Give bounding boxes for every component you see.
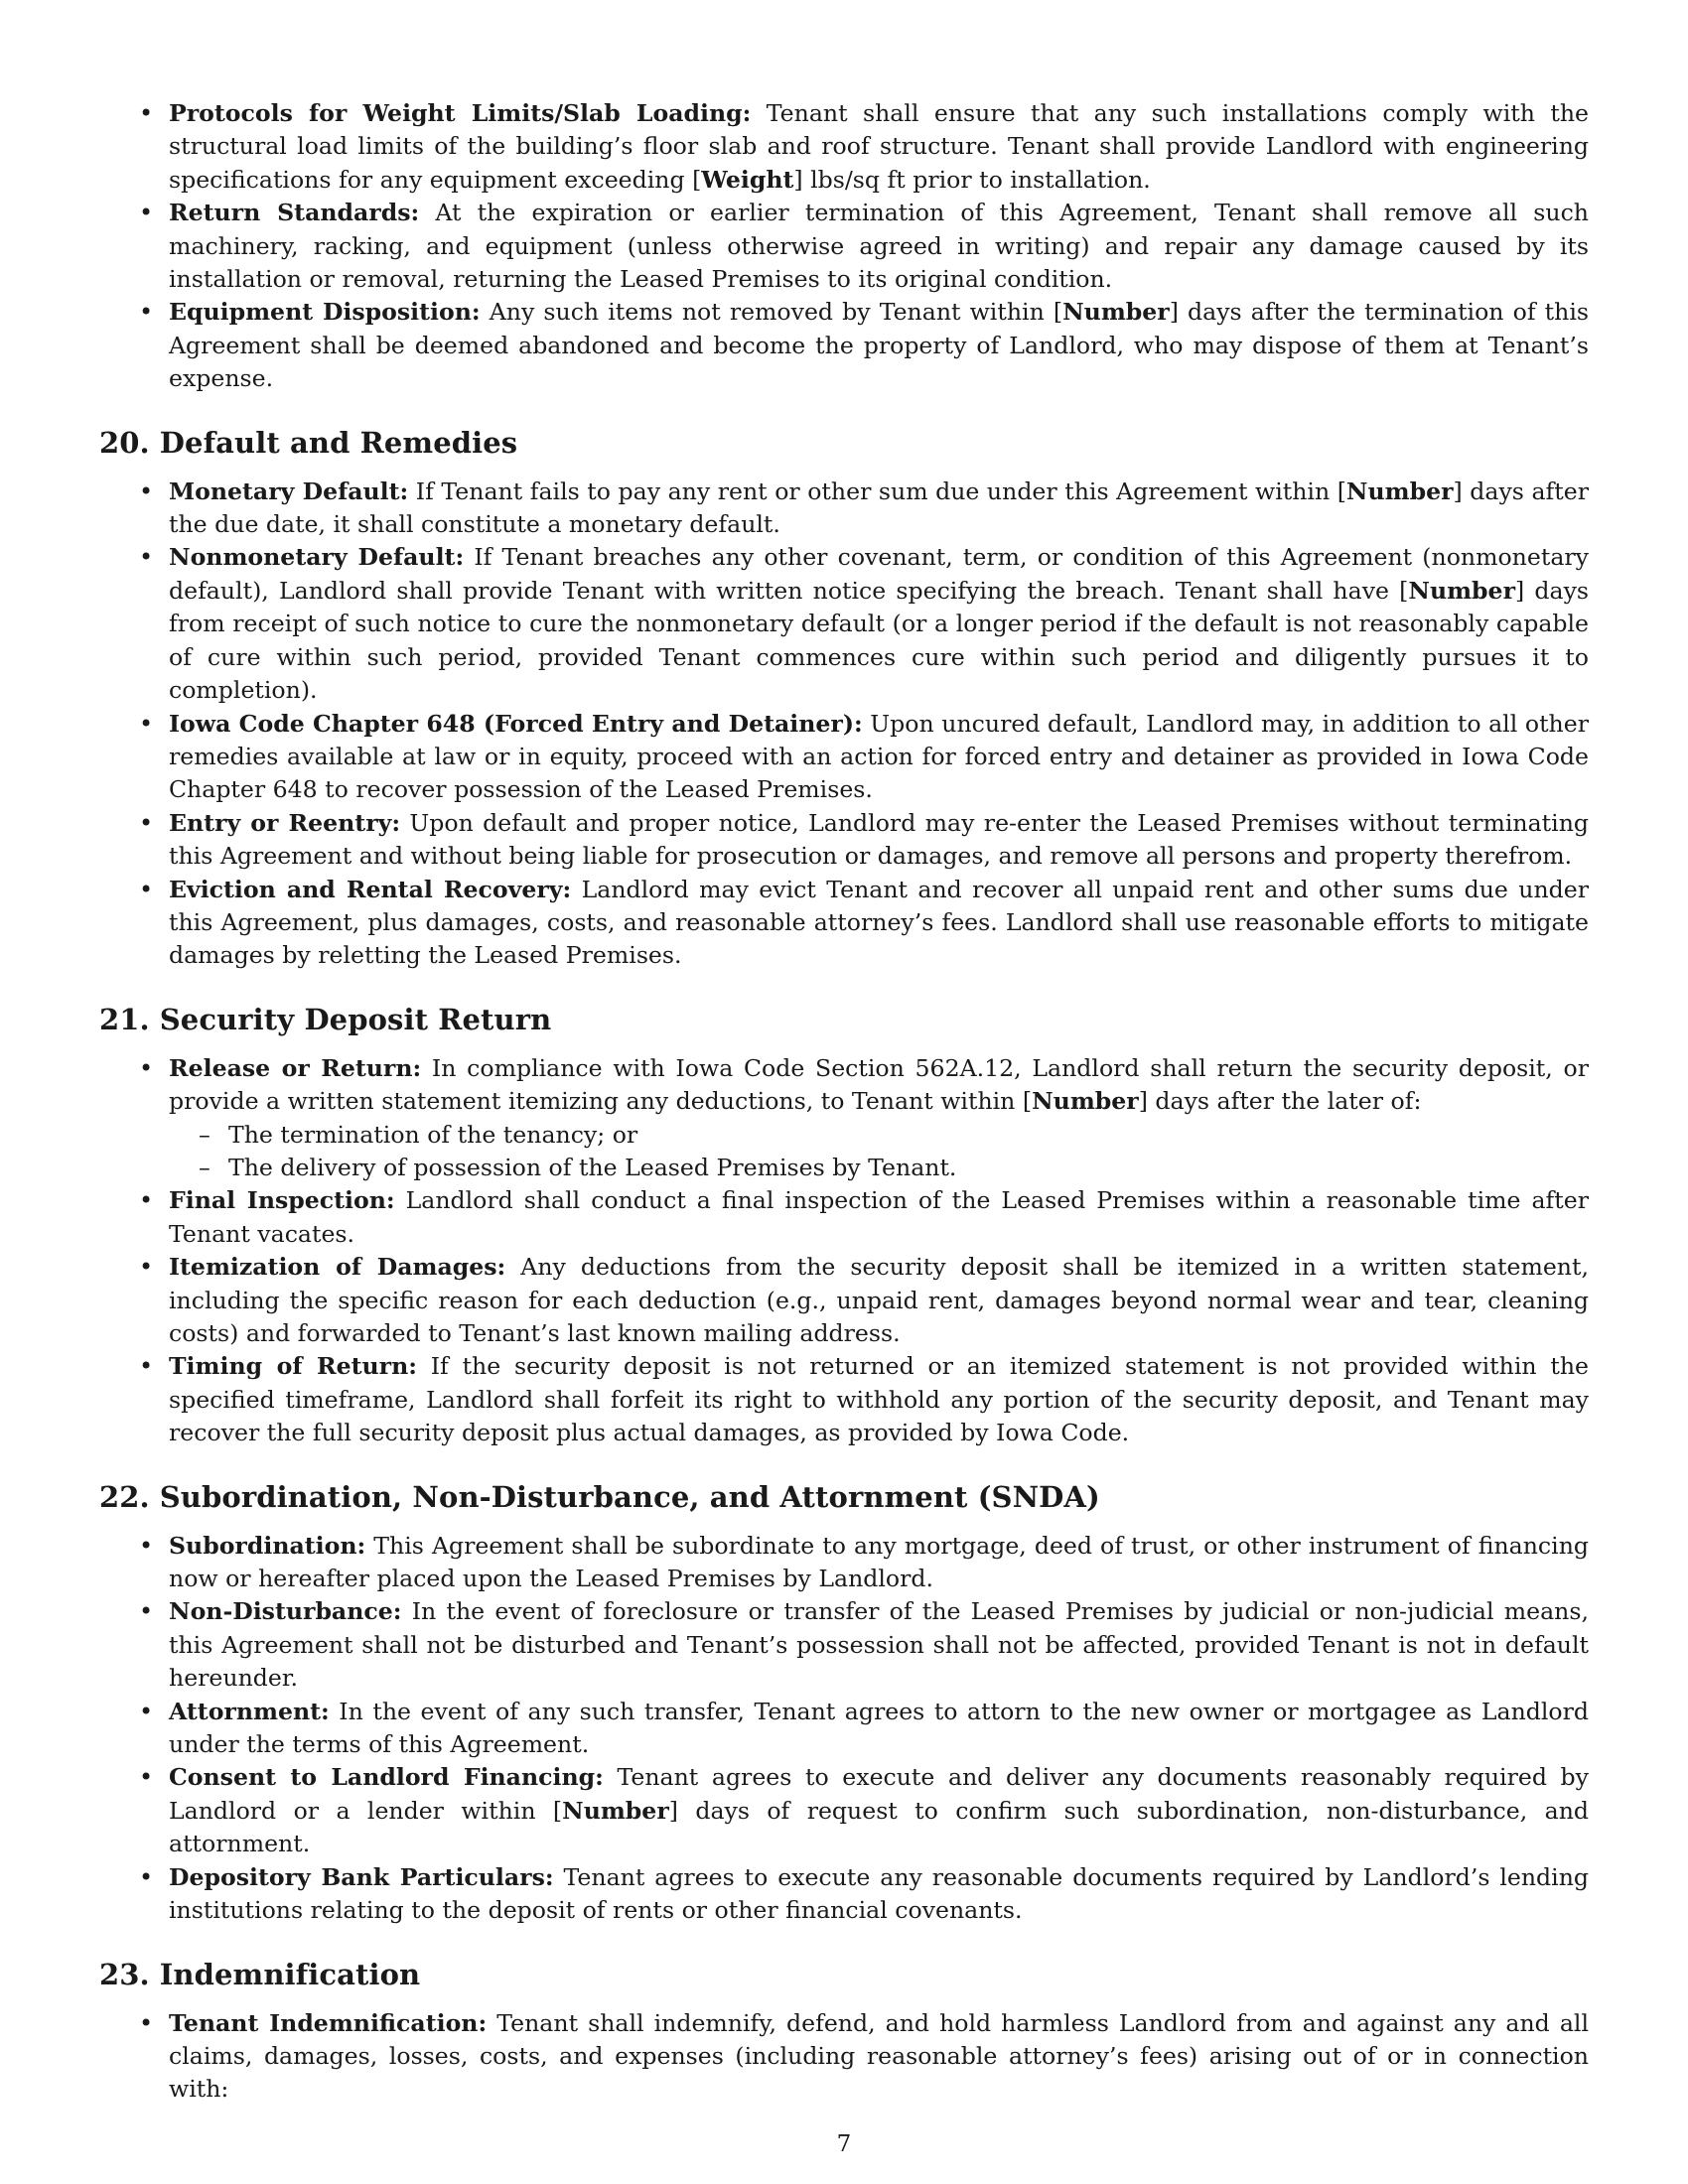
list-item (99, 1861, 1589, 1928)
list-item (99, 1350, 1589, 1449)
page-number: 7 (836, 2131, 852, 2157)
item-text: ] days of request to confirm such subordination, non-disturbance, and attornment. (169, 1796, 1589, 1858)
item-lead: Eviction and Rental Recovery: (169, 875, 572, 903)
list-item (99, 541, 1589, 707)
item-text: In the event of foreclosure or transfer of the Leased Premises by judicial or non-judicial means, this Agreement shall not be disturbed and Tenant’s possession shall not be affected, provided Tenant is not in default hereunder. (169, 1597, 1589, 1693)
section-number: 21. (99, 1002, 150, 1036)
item-text: Landlord may evict Tenant and recover all unpaid rent and other sums due under this Agreement, plus damages, costs, and reasonable attorney’s fees. Landlord shall use reasonable efforts to mitigate damages by reletting the Leased Premises. (169, 875, 1589, 970)
item-text: ] days after the due date, it shall constitute a monetary default. (169, 477, 1589, 539)
item-lead: Tenant Indemnification: (169, 2008, 488, 2037)
placeholder: Number (1062, 298, 1170, 327)
item-text: Tenant shall indemnify, defend, and hold harmless Landlord from and against any and all claims, damages, losses, costs, and expenses (including reasonable attorney’s fees) arising out of or in connection with: (169, 2008, 1589, 2104)
item-lead: Iowa Code Chapter 648 (Forced Entry and Detainer): (169, 709, 863, 738)
list-item (99, 1184, 1589, 1251)
list-item (99, 807, 1589, 874)
section-number: 22. (99, 1479, 150, 1514)
item-text: If Tenant fails to pay any rent or other sum due under this Agreement within [ (408, 477, 1346, 505)
placeholder: Number (1032, 1087, 1139, 1116)
item-lead: Monetary Default: (169, 477, 409, 505)
item-lead: Protocols for Weight Limits/Slab Loading: (169, 99, 752, 127)
section-number: 23. (99, 1957, 150, 1991)
item-text: Any such items not removed by Tenant within [ (480, 298, 1063, 327)
sub-list-item: – The termination of the tenancy; or (169, 1119, 1589, 1152)
item-lead: Equipment Disposition: (169, 298, 481, 327)
section-title: Security Deposit Return (159, 1002, 552, 1036)
list-item (99, 1251, 1589, 1350)
section-heading-22 (99, 1480, 1589, 1514)
item-text: ] lbs/sq ft prior to installation. (793, 165, 1151, 194)
placeholder: Number (1408, 576, 1515, 605)
item-text: Upon default and proper notice, Landlord may re-enter the Leased Premises without terminating this Agreement and without being liable for prosecution or damages, and remove all persons and property therefrom. (169, 808, 1589, 871)
placeholder: Number (562, 1796, 669, 1825)
list-item (99, 708, 1589, 807)
item-lead: Release or Return: (169, 1053, 422, 1082)
item-lead: Timing of Return: (169, 1352, 417, 1381)
placeholder: Number (1345, 477, 1454, 505)
item-lead: Nonmonetary Default: (169, 543, 465, 572)
item-text: ] days after the termination of this Agreement shall be deemed abandoned and become the property of Landlord, who may dispose of them at Tenant’s expense. (169, 298, 1589, 393)
list-item (99, 1052, 1589, 1185)
placeholder: Weight (701, 165, 794, 194)
item-text: Landlord shall conduct a final inspection of the Leased Premises within a reasonable time after Tenant vacates. (169, 1186, 1589, 1248)
item-lead: Final Inspection: (169, 1186, 395, 1215)
item-text: In the event of any such transfer, Tenant agrees to attorn to the new owner or mortgagee as Landlord under the terms of this Agreement. (169, 1697, 1589, 1759)
item-text: Tenant shall ensure that any such installations comply with the structural load limits of the building’s floor slab and roof structure. Tenant shall provide Landlord with engineering specifications for any equipment exceeding [ (169, 99, 1589, 194)
section-number: 20. (99, 425, 150, 460)
item-text: At the expiration or earlier termination of this Agreement, Tenant shall remove all such machinery, racking, and equipment (unless otherwise agreed in writing) and repair any damage caused by its installation or removal, returning the Leased Premises to its original condition. (169, 199, 1589, 294)
item-text: Tenant agrees to execute and deliver any documents reasonably required by Landlord or a lender within [ (169, 1763, 1589, 1825)
list-item (99, 1530, 1589, 1596)
section-title: Indemnification (159, 1957, 421, 1991)
list-item (99, 2007, 1589, 2107)
item-text: Upon uncured default, Landlord may, in addition to all other remedies available at law or in equity, proceed with an action for forced entry and detainer as provided in Iowa Code Chapter 648 to recover possession of the Leased Premises. (169, 709, 1589, 804)
list-item (99, 476, 1589, 542)
item-lead: Entry or Reentry: (169, 808, 401, 837)
item-text: In compliance with Iowa Code Section 562A.12, Landlord shall return the security deposit, or provide a written statement itemizing any deductions, to Tenant within [ (169, 1053, 1590, 1116)
item-lead: Attornment: (169, 1697, 330, 1725)
item-text: ] days from receipt of such notice to cure the nonmonetary default (or a longer period if the default is not reasonably capable of cure within such period, provided Tenant commences cure within such period and diligently pursues it to completion). (169, 576, 1589, 705)
section-heading-20 (99, 426, 1589, 460)
list-item (99, 1595, 1589, 1695)
list-item (99, 1696, 1589, 1762)
section-heading-23 (99, 1958, 1589, 1991)
intro-list (99, 97, 1589, 396)
section-22-list (99, 1530, 1589, 1928)
list-item (99, 1761, 1589, 1860)
item-lead: Itemization of Damages: (169, 1253, 506, 1282)
item-text: This Agreement shall be subordinate to any mortgage, deed of trust, or other instrument of financing now or hereafter placed upon the Leased Premises by Landlord. (169, 1531, 1589, 1593)
section-heading-21 (99, 1003, 1589, 1036)
list-item (99, 97, 1589, 197)
item-lead: Consent to Landlord Financing: (169, 1763, 604, 1792)
sub-list (169, 1119, 1589, 1185)
list-item (99, 874, 1589, 973)
list-item (99, 197, 1589, 296)
section-20-list (99, 476, 1589, 973)
section-23-list (99, 2007, 1589, 2107)
item-lead: Depository Bank Particulars: (169, 1862, 554, 1891)
item-text: If the security deposit is not returned or an itemized statement is not provided within the specified timeframe, Landlord shall forfeit its right to withhold any portion of the security deposit, and Tenant may recover the full security deposit plus actual damages, as provided by Iowa Code. (169, 1352, 1589, 1447)
item-text: If Tenant breaches any other covenant, term, or condition of this Agreement (nonmonetary default), Landlord shall provide Tenant with written notice specifying the breach. Tenant shall have [ (169, 543, 1589, 605)
list-item (99, 296, 1589, 395)
section-title: Subordination, Non-Disturbance, and Attornment (SNDA) (159, 1479, 1100, 1514)
section-21-list (99, 1052, 1589, 1450)
item-text: Any deductions from the security deposit shall be itemized in a written statement, including the specific reason for each deduction (e.g., unpaid rent, damages beyond normal wear and tear, cleaning costs) and forwarded to Tenant’s last known mailing address. (169, 1253, 1589, 1347)
document-page (99, 97, 1589, 2107)
section-title: Default and Remedies (159, 425, 518, 460)
sub-list-item: – The delivery of possession of the Leased Premises by Tenant. (169, 1152, 1589, 1184)
item-lead: Non-Disturbance: (169, 1597, 402, 1626)
item-lead: Subordination: (169, 1531, 366, 1560)
item-text: Tenant agrees to execute any reasonable documents required by Landlord’s lending institutions relating to the deposit of rents or other financial covenants. (169, 1862, 1590, 1925)
item-lead: Return Standards: (169, 199, 420, 227)
item-text: ] days after the later of: (1138, 1087, 1422, 1116)
